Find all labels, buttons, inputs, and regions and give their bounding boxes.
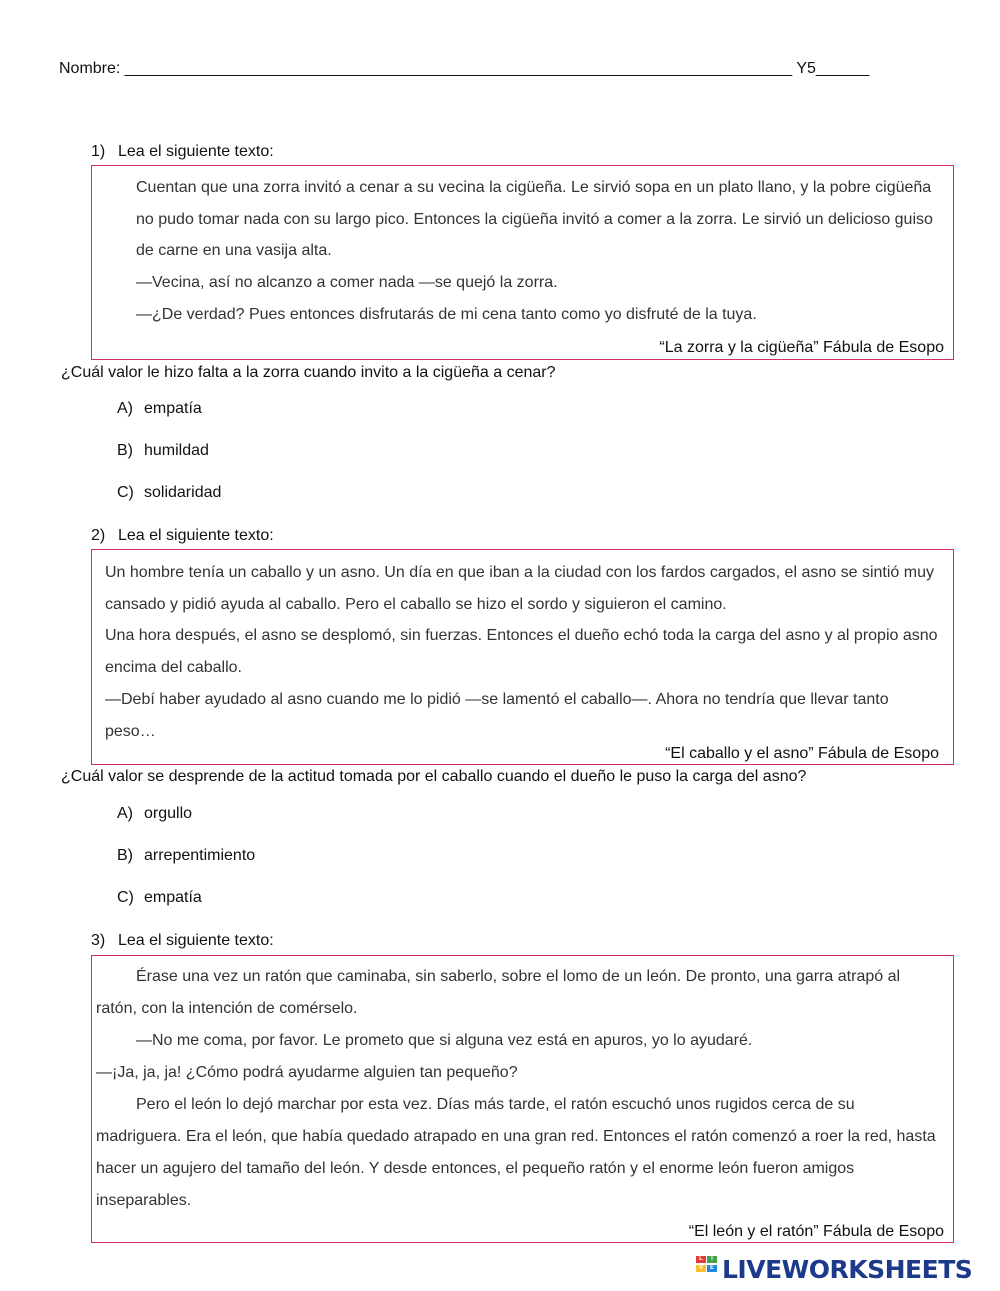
q3-line: Pero el león lo dejó marchar por esta vez. Días más tarde, el ratón escuchó unos rugidos cerca de su xyxy=(136,1096,855,1113)
q1-option-b[interactable] xyxy=(117,442,209,460)
q1-text-box xyxy=(91,165,954,360)
q3-line: inseparables. xyxy=(96,1192,192,1209)
option-text: empatía xyxy=(144,400,202,417)
option-letter: B) xyxy=(117,442,133,459)
option-text: solidaridad xyxy=(144,484,222,501)
q3-title xyxy=(91,932,274,950)
q2-text-box xyxy=(91,549,954,765)
option-letter: C) xyxy=(117,889,134,906)
q1-source: “La zorra y la cigüeña” Fábula de Esopo xyxy=(659,339,944,356)
q3-line: —¡Ja, ja, ja! ¿Cómo podrá ayudarme alguien tan pequeño? xyxy=(96,1064,518,1081)
q2-line: Una hora después, el asno se desplomó, sin fuerzas. Entonces el dueño echó toda la carga del asno y al propio asno xyxy=(105,627,938,644)
q1-question: ¿Cuál valor le hizo falta a la zorra cuando invito a la cigüeña a cenar? xyxy=(61,364,556,381)
q3-source: “El león y el ratón” Fábula de Esopo xyxy=(688,1223,944,1240)
q2-option-b[interactable] xyxy=(117,847,255,865)
q3-line: hacer un agujero del tamaño del león. Y desde entonces, el pequeño ratón y el enorme león fueron amigos xyxy=(96,1160,855,1177)
q3-line: Érase una vez un ratón que caminaba, sin saberlo, sobre el lomo de un león. De pronto, una garra atrapó al xyxy=(136,968,901,985)
option-letter: B) xyxy=(117,847,133,864)
option-text: orgullo xyxy=(144,805,193,822)
logo-mark-icon xyxy=(696,1256,718,1282)
q2-title-text: Lea el siguiente texto: xyxy=(118,527,274,544)
q2-question: ¿Cuál valor se desprende de la actitud tomada por el caballo cuando el dueño le puso la carga del asno? xyxy=(61,768,807,785)
q1-title-text: Lea el siguiente texto: xyxy=(118,143,274,160)
q1-line: no pudo tomar nada con su largo pico. Entonces la cigüeña invitó a comer a la zorra. Le sirvió un delicioso guiso xyxy=(136,211,933,228)
option-text: arrepentimiento xyxy=(144,847,256,864)
q2-option-a[interactable] xyxy=(117,805,192,823)
logo-mark-letter: E xyxy=(707,1265,717,1272)
q2-line: encima del caballo. xyxy=(105,659,242,676)
q2-number: 2) xyxy=(91,527,106,544)
q3-number: 3) xyxy=(91,932,106,949)
logo-mark-letter: V xyxy=(696,1265,706,1272)
logo-mark-letter: L xyxy=(696,1256,706,1263)
q2-line: peso… xyxy=(105,723,156,740)
q2-title xyxy=(91,527,274,545)
logo-mark-letter: I xyxy=(707,1256,717,1263)
q3-line: —No me coma, por favor. Le prometo que si alguna vez está en apuros, yo lo ayudaré. xyxy=(136,1032,753,1049)
q1-line: —Vecina, así no alcanzo a comer nada —se quejó la zorra. xyxy=(136,274,558,291)
q3-line: ratón, con la intención de comérselo. xyxy=(96,1000,358,1017)
option-text: empatía xyxy=(144,889,202,906)
q2-option-c[interactable] xyxy=(117,889,202,907)
q2-source: “El caballo y el asno” Fábula de Esopo xyxy=(665,745,939,762)
q3-title-text: Lea el siguiente texto: xyxy=(118,932,274,949)
option-letter: A) xyxy=(117,805,133,822)
q1-title xyxy=(91,143,274,161)
q3-text-box xyxy=(91,955,954,1243)
q2-line: cansado y pidió ayuda al caballo. Pero el caballo se hizo el sordo y siguieron el camino. xyxy=(105,596,727,613)
option-text: humildad xyxy=(144,442,209,459)
q1-line: —¿De verdad? Pues entonces disfrutarás de mi cena tanto como yo disfruté de la tuya. xyxy=(136,306,757,323)
q1-line: de carne en una vasija alta. xyxy=(136,242,332,259)
option-letter: C) xyxy=(117,484,134,501)
q1-option-c[interactable] xyxy=(117,484,221,502)
name-field-line: Nombre: ___________________________________________________________________________ Y5______ xyxy=(59,60,870,77)
option-letter: A) xyxy=(117,400,133,417)
q2-line: —Debí haber ayudado al asno cuando me lo pidió —se lamentó el caballo—. Ahora no tendría que llevar tanto xyxy=(105,691,889,708)
liveworksheets-logo xyxy=(696,1254,972,1284)
logo-text: LIVEWORKSHEETS xyxy=(722,1254,973,1284)
q1-number: 1) xyxy=(91,143,106,160)
q1-option-a[interactable] xyxy=(117,400,202,418)
q2-line: Un hombre tenía un caballo y un asno. Un día en que iban a la ciudad con los fardos cargados, el asno se sintió muy xyxy=(105,564,934,581)
q1-line: Cuentan que una zorra invitó a cenar a su vecina la cigüeña. Le sirvió sopa en un plato llano, y la pobre cigüeña xyxy=(136,179,932,196)
q3-line: madriguera. Era el león, que había quedado atrapado en una gran red. Entonces el ratón comenzó a roer la red, hasta xyxy=(96,1128,936,1145)
